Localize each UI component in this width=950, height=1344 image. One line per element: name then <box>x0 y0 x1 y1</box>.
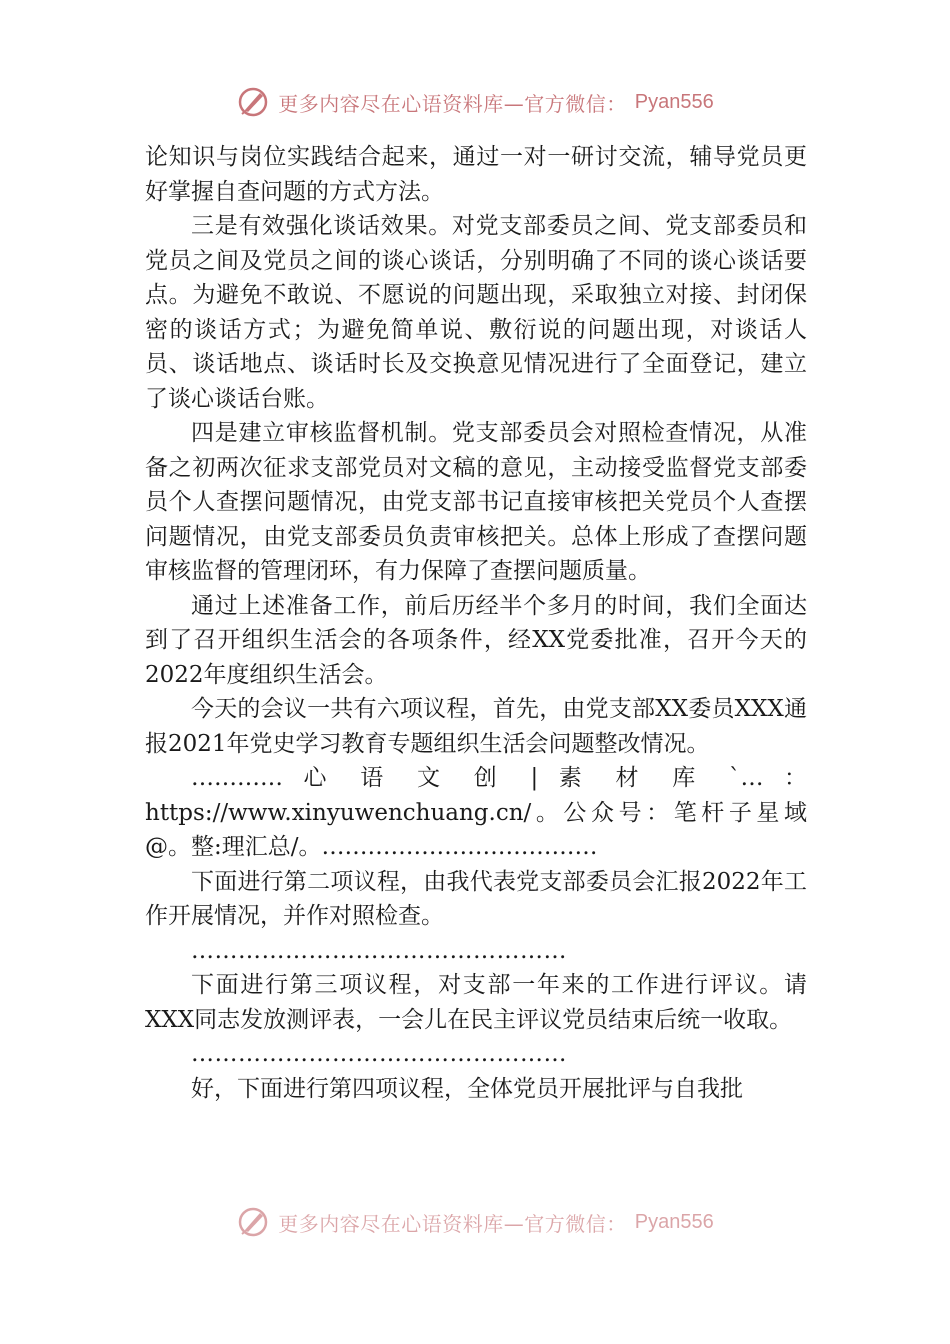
ellipsis-line-2: ………………………………………… <box>191 1041 567 1067</box>
ellipsis-line-1: ………………………………………… <box>191 937 567 964</box>
footer-banner-brand: Pyan556 <box>634 1210 714 1233</box>
document-body <box>145 140 807 1220</box>
paragraph-11: 好，下面进行第四项议程，全体党员开展批评与自我批 <box>191 1075 743 1102</box>
paragraph-2: 三是有效强化谈话效果。对党支部委员之间、党支部委员和党员之间及党员之间的谈心谈话，分别明确了不同的谈心谈话要点。为避免不敢说、不愿说的问题出现，采取独立对接、封闭保密的谈话方式；为避免简单说、敷衍说的问题出现，对谈话人员、谈话地点、谈话时长及交换意见情况进行了全面登记，建立了谈心谈话台账。 <box>145 213 807 412</box>
header-banner-text: 更多内容尽在心语资料库—官方微信： <box>278 91 627 116</box>
footer-watermark-banner <box>0 1202 950 1242</box>
quill-logo-icon <box>236 85 270 119</box>
quill-logo-icon <box>236 1205 270 1239</box>
paragraph-1: 论知识与岗位实践结合起来，通过一对一研讨交流，辅导党员更好掌握自查问题的方式方法。 <box>145 144 807 205</box>
footer-banner-text: 更多内容尽在心语资料库—官方微信： <box>278 1211 627 1236</box>
paragraph-3: 四是建立审核监督机制。党支部委员会对照检查情况，从准备之初两次征求支部党员对文稿的意见，主动接受监督党支部委员个人查摆问题情况，由党支部书记直接审核把关党员个人查摆问题情况，由党支部委员负责审核把关。总体上形成了查摆问题审核监督的管理闭环，有力保障了查摆问题质量。 <box>145 420 807 584</box>
paragraph-4: 通过上述准备工作，前后历经半个多月的时间，我们全面达到了召开组织生活会的各项条件，经XX党委批准，召开今天的2022年度组织生活会。 <box>145 592 807 688</box>
header-banner-brand: Pyan556 <box>634 90 714 113</box>
paragraph-7: 下面进行第二项议程，由我代表党支部委员会汇报2022年工作开展情况，并作对照检查。 <box>145 868 807 929</box>
paragraph-6-source-note: ………… 心 语 文 创 | 素 材 库 `… ： https://www.xinyuwenchuang.cn/。公众号：笔杆子星域@。整:理汇总/。……………………………… <box>145 765 807 860</box>
paragraph-9: 下面进行第三项议程，对支部一年来的工作进行评议。请XXX同志发放测评表，一会儿在民主评议党员结束后统一收取。 <box>145 972 807 1033</box>
paragraph-5: 今天的会议一共有六项议程，首先，由党支部XX委员XXX通报2021年党史学习教育专题组织生活会问题整改情况。 <box>145 696 807 757</box>
header-watermark-banner <box>0 82 950 122</box>
